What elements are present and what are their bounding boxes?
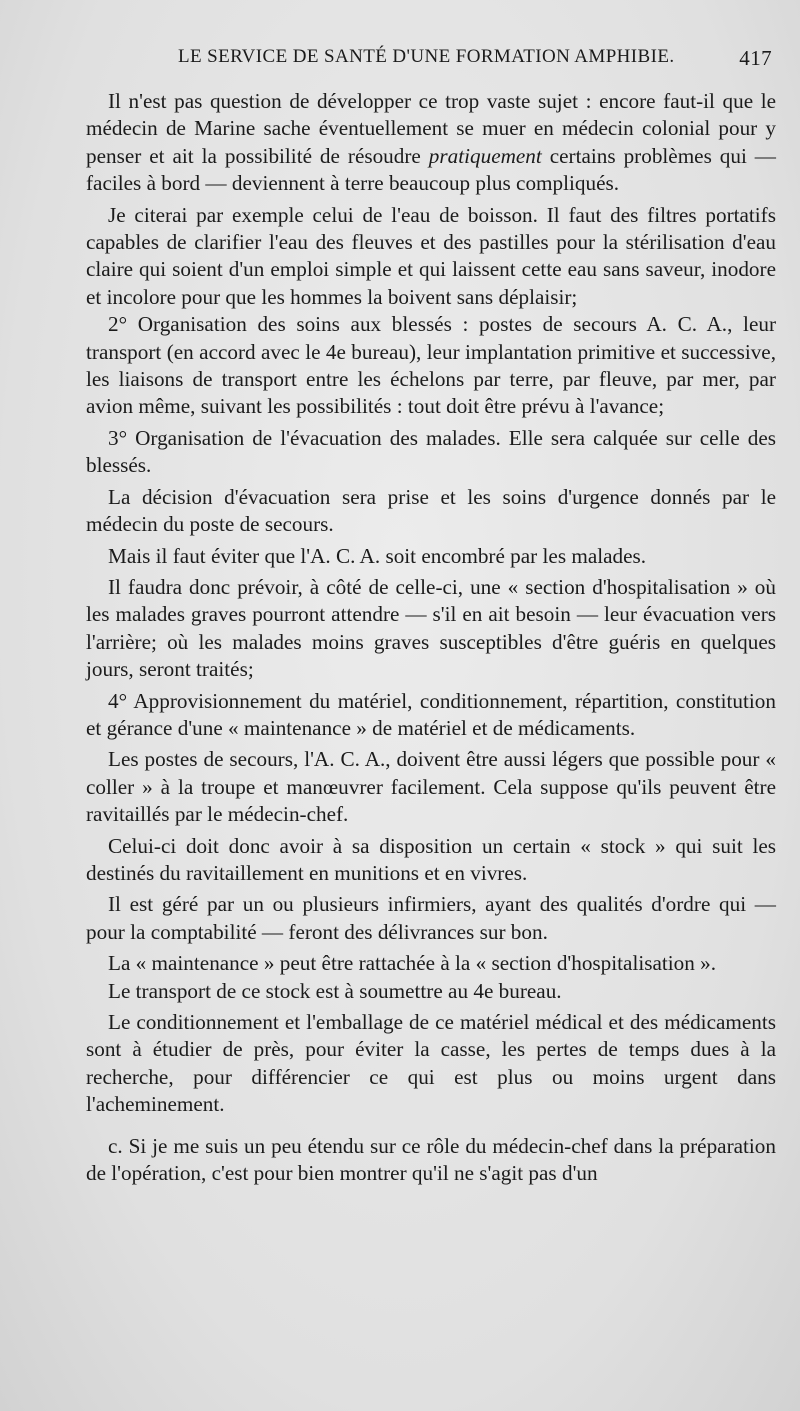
paragraph-1-text-end: certains problèmes qui — faciles à bord — deviennent à terre beaucoup plus compliqués. bbox=[86, 143, 776, 196]
paragraph-14: Le conditionnement et l'emballage de ce matériel médical et des médicaments sont à étudier de près, pour éviter la casse, les pertes de temps dues à la recherche, pour différencier ce qui est plus ou moins urgent dans l'acheminement. bbox=[86, 1010, 776, 1117]
paragraph-11: Il est géré par un ou plusieurs infirmiers, ayant des qualités d'ordre qui — pour la comptabilité — feront des délivrances sur bon. bbox=[86, 892, 776, 944]
paragraph-12: La « maintenance » peut être rattachée à la « section d'hospitalisation ». bbox=[108, 951, 717, 976]
paragraph-2: Je citerai par exemple celui de l'eau de boisson. Il faut des filtres portatifs capables de clarifier l'eau des fleuves et des pastilles pour la stérilisation d'eau claire qui soient d'un emploi simple et qui laissent cette eau sans saveur, inodore et incolore pour que les hommes la boivent sans déplaisir; bbox=[86, 202, 776, 309]
paragraph-8: 4° Approvisionnement du matériel, conditionnement, répartition, constitution et gérance d'une « maintenance » de matériel et de médicaments. bbox=[86, 688, 776, 740]
paragraph-6: Mais il faut éviter que l'A. C. A. soit encombré par les malades. bbox=[108, 543, 647, 568]
paragraph-3: 2° Organisation des soins aux blessés : postes de secours A. C. A., leur transport (en accord avec le 4e bureau), leur implantation primitive et successive, les liaisons de transport entre les échelons par terre, par fleuve, par mer, par avion même, suivant les possibilités : tout doit être prévu à l'avance; bbox=[86, 312, 776, 419]
paragraph-5: La décision d'évacuation sera prise et les soins d'urgence donnés par le médecin du poste de secours. bbox=[86, 484, 776, 537]
paragraph-13: Le transport de ce stock est à soumettre au 4e bureau. bbox=[108, 978, 562, 1003]
body-text bbox=[86, 88, 776, 1187]
page-number: 417 bbox=[739, 46, 772, 70]
paragraph-9: Les postes de secours, l'A. C. A., doivent être aussi légers que possible pour « coller » à la troupe et manœuvrer facilement. Cela suppose qu'ils peuvent être ravitaillés par le médecin-chef. bbox=[86, 747, 776, 827]
paragraph-15: c. Si je me suis un peu étendu sur ce rôle du médecin-chef dans la préparation de l'opération, c'est pour bien montrer qu'il ne s'agit pas d'un bbox=[86, 1133, 776, 1186]
paragraph-1-text-start: Il n'est pas question de développer ce trop vaste sujet : encore faut-il que le médecin de Marine sache éventuellement se muer en médecin colonial pour y penser et ait la possibilité de résoudre bbox=[86, 89, 776, 168]
paragraph-10: Celui-ci doit donc avoir à sa disposition un certain « stock » qui suit les destinés du ravitaillement en munitions et en vivres. bbox=[86, 833, 776, 885]
emphasis-pratiquement: pratiquement bbox=[428, 143, 542, 168]
paragraph-1 bbox=[86, 88, 776, 198]
paragraph-7: Il faudra donc prévoir, à côté de celle-ci, une « section d'hospitalisation » où les malades graves pourront attendre — s'il en ait besoin — leur évacuation vers l'arrière; où les malades moins graves susceptibles d'être guéris en quelques jours, seront traités; bbox=[86, 574, 776, 682]
running-header bbox=[86, 46, 772, 74]
running-title: LE SERVICE DE SANTÉ D'UNE FORMATION AMPHIBIE. bbox=[178, 46, 675, 67]
paragraph-4: 3° Organisation de l'évacuation des malades. Elle sera calquée sur celle des blessés. bbox=[86, 425, 776, 478]
